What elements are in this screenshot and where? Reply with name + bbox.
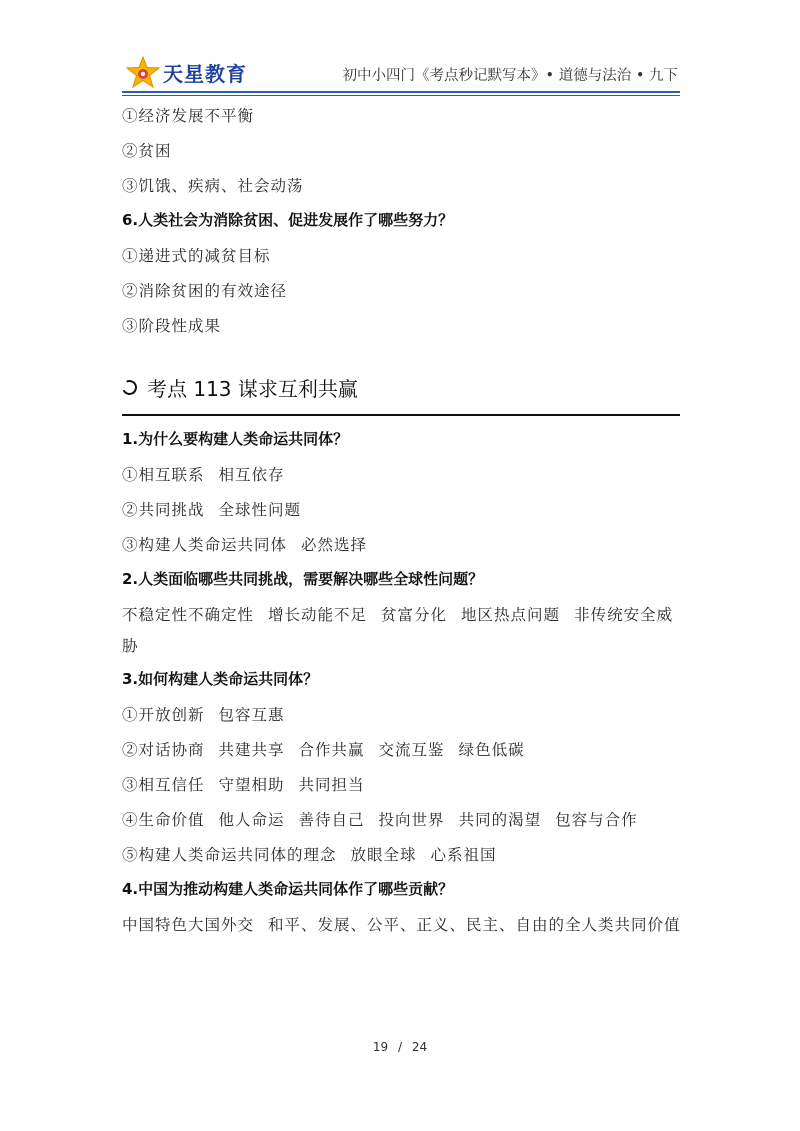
page-header — [122, 52, 680, 92]
answer-term: ②共同挑战 — [122, 501, 205, 519]
page-separator: / — [397, 1040, 403, 1054]
question-heading: 1.为什么要构建人类命运共同体？ — [122, 430, 349, 448]
list-item — [122, 498, 301, 520]
answer-term: 必然选择 — [301, 536, 368, 554]
answer-term: 守望相助 — [218, 776, 285, 794]
logo-text: 天星教育 — [163, 61, 247, 86]
answer-term: 全球性问题 — [218, 501, 302, 519]
answer-term: 共同的渴望 — [458, 811, 542, 829]
answer-term: 和平、发展、公平、正义、民主、自由的全人类共同价值 — [268, 916, 681, 934]
question-heading: 3.如何构建人类命运共同体？ — [122, 670, 319, 688]
answer-term: 合作共赢 — [298, 741, 365, 759]
total-pages: 24 — [411, 1040, 428, 1054]
question-heading: 6.人类社会为消除贫困、促进发展作了哪些努力？ — [122, 211, 454, 229]
logo — [126, 56, 247, 88]
answer-term: 包容与合作 — [555, 811, 638, 829]
answer-term: 绿色低碳 — [458, 741, 525, 759]
header-rule-thin — [122, 95, 680, 96]
answer-term: 中国特色大国外交 — [122, 916, 255, 934]
page-number — [0, 1040, 800, 1054]
answer-term: 心系祖国 — [430, 846, 497, 864]
list-item — [122, 703, 285, 725]
answer-term: 共建共享 — [218, 741, 285, 759]
answer-term: ②对话协商 — [122, 741, 205, 759]
list-item — [122, 738, 525, 760]
circle-bullet-icon — [120, 378, 139, 397]
answer-term: ①相互联系 — [122, 466, 205, 484]
question-heading: 4.中国为推动构建人类命运共同体作了哪些贡献？ — [122, 880, 454, 898]
section-rule — [122, 414, 680, 416]
answer-term: 放眼全球 — [350, 846, 417, 864]
list-item — [122, 463, 285, 485]
list-item: ③阶段性成果 — [122, 317, 222, 335]
list-item: ②消除贫困的有效途径 — [122, 282, 288, 300]
list-item — [122, 843, 497, 865]
current-page: 19 — [372, 1040, 389, 1054]
answer-term: 贫富分化 — [381, 606, 448, 624]
answer-term: ③构建人类命运共同体 — [122, 536, 288, 554]
answer-term: 不稳定性不确定性 — [122, 606, 255, 624]
answer-term: 共同担当 — [298, 776, 365, 794]
question-heading: 2.人类面临哪些共同挑战，需要解决哪些全球性问题？ — [122, 570, 484, 588]
answer-term: 善待自己 — [298, 811, 365, 829]
section-title: 考点 113 谋求互利共赢 — [147, 377, 358, 401]
list-item — [122, 808, 638, 830]
answer-term: 地区热点问题 — [461, 606, 561, 624]
answer-term: 非传统安全威 — [574, 606, 674, 624]
list-item: ②贫困 — [122, 142, 172, 160]
list-item: ①递进式的减贫目标 — [122, 247, 271, 265]
answer-term: 投向世界 — [378, 811, 445, 829]
answer-line: 胁 — [122, 637, 139, 655]
answer-line — [122, 603, 673, 625]
answer-term: ④生命价值 — [122, 811, 205, 829]
list-item: ①经济发展不平衡 — [122, 107, 255, 125]
section-heading — [122, 373, 358, 402]
answer-term: 相互依存 — [218, 466, 285, 484]
answer-term: ⑤构建人类命运共同体的理念 — [122, 846, 337, 864]
answer-term: 增长动能不足 — [268, 606, 368, 624]
list-item — [122, 533, 367, 555]
answer-line — [122, 913, 681, 935]
header-rule — [122, 91, 680, 93]
answer-term: 他人命运 — [218, 811, 285, 829]
list-item — [122, 773, 365, 795]
list-item: ③饥饿、疾病、社会动荡 — [122, 177, 304, 195]
answer-term: ①开放创新 — [122, 706, 205, 724]
answer-term: ③相互信任 — [122, 776, 205, 794]
answer-term: 交流互鉴 — [378, 741, 445, 759]
document-title: 初中小四门《考点秒记默写本》• 道德与法治 • 九下 — [342, 68, 678, 84]
star-logo-icon — [126, 56, 160, 88]
answer-term: 包容互惠 — [218, 706, 285, 724]
